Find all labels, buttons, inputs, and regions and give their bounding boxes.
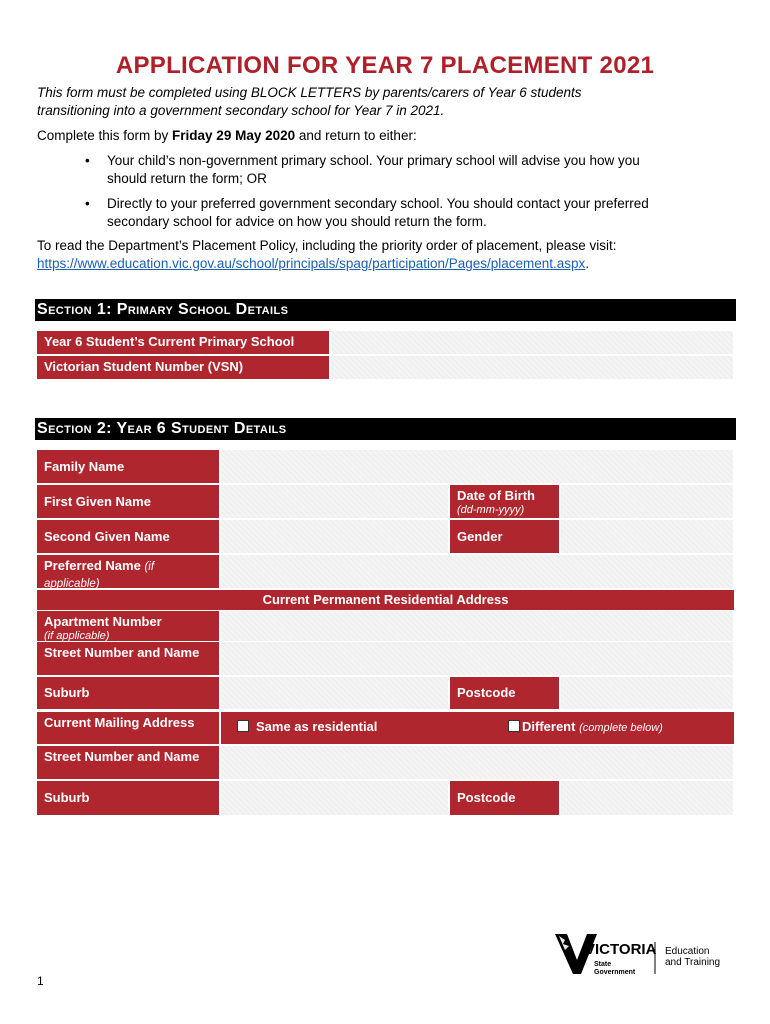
suburb-label: Suburb (37, 677, 219, 709)
preferred-name-field[interactable] (220, 554, 734, 589)
mailing-postcode-field[interactable] (560, 780, 734, 816)
vsn-label: Victorian Student Number (VSN) (37, 356, 329, 379)
deadline-suffix: and return to either: (295, 128, 417, 143)
preferred-name-hint: (if applicable) (44, 561, 155, 590)
apartment-number-field[interactable] (220, 610, 734, 642)
first-given-name-field[interactable] (220, 484, 449, 519)
apartment-number-label (37, 611, 219, 641)
bullet-dot-2: • (85, 196, 90, 211)
postcode-field[interactable] (560, 676, 734, 710)
section-1-heading: Section 1: Primary School Details (35, 299, 736, 321)
victoria-government-logo (553, 930, 733, 978)
different-address-label (522, 719, 663, 734)
street-field[interactable] (220, 641, 734, 676)
page-title: APPLICATION FOR YEAR 7 PLACEMENT 2021 (115, 52, 655, 79)
policy-text (37, 237, 737, 273)
logo-victoria-text: VICTORIA (585, 941, 657, 958)
different-text: Different (522, 719, 576, 734)
apartment-number-text: Apartment Number (44, 614, 162, 629)
primary-school-label: Year 6 Student’s Current Primary School (37, 331, 329, 354)
gender-label: Gender (450, 520, 559, 553)
mailing-street-field[interactable] (220, 745, 734, 780)
mailing-street-label: Street Number and Name (37, 746, 219, 779)
bullet-1-line-1: Your child’s non-government primary school. Your primary school will advise you how you (107, 153, 640, 168)
dob-label (450, 485, 559, 518)
logo-education-text: Education (665, 946, 710, 957)
preferred-name-label (37, 555, 219, 588)
postcode-label: Postcode (450, 677, 559, 709)
primary-school-field[interactable] (330, 330, 734, 355)
bullet-item-1 (107, 152, 747, 188)
mailing-postcode-label: Postcode (450, 781, 559, 815)
family-name-label: Family Name (37, 450, 219, 483)
policy-end: . (585, 256, 590, 271)
bullet-2-line-2: secondary school for advice on how you should return the form. (107, 214, 487, 229)
policy-link[interactable]: https://www.education.vic.gov.au/school/principals/spag/participation/Pages/placement.aspx (37, 256, 586, 271)
gender-field[interactable] (560, 519, 734, 554)
bullet-dot-1: • (85, 153, 90, 168)
section-2-heading: Section 2: Year 6 Student Details (35, 418, 736, 440)
mailing-address-label: Current Mailing Address (37, 712, 219, 744)
preferred-name-text: Preferred Name (44, 558, 141, 573)
first-given-name-label: First Given Name (37, 485, 219, 518)
deadline-date: Friday 29 May 2020 (172, 128, 296, 143)
residential-address-bar: Current Permanent Residential Address (37, 590, 734, 610)
bullet-item-2 (107, 195, 747, 231)
dob-label-text: Date of Birth (457, 488, 535, 503)
deadline-prefix: Complete this form by (37, 128, 173, 143)
mailing-options-row (221, 712, 734, 744)
same-as-residential-checkbox[interactable] (237, 720, 249, 732)
suburb-field[interactable] (220, 676, 449, 710)
logo-training-text: and Training (665, 957, 721, 968)
mailing-suburb-label: Suburb (37, 781, 219, 815)
family-name-field[interactable] (220, 449, 734, 484)
different-address-checkbox[interactable] (508, 720, 520, 732)
intro-text (37, 84, 737, 120)
intro-line-2: transitioning into a government secondary school for Year 7 in 2021. (37, 103, 445, 118)
logo-government-text: Government (594, 969, 636, 976)
bullet-1-line-2: should return the form; OR (107, 171, 267, 186)
bullet-2-line-1: Directly to your preferred government secondary school. You should contact your preferred (107, 196, 649, 211)
second-given-name-label: Second Given Name (37, 520, 219, 553)
deadline-text (37, 127, 737, 145)
dob-hint: (dd-mm-yyyy) (457, 504, 525, 516)
logo-state-text: State (594, 961, 612, 968)
apartment-number-hint: (if applicable) (44, 630, 110, 642)
street-label: Street Number and Name (37, 642, 219, 675)
vsn-field[interactable] (330, 355, 734, 380)
intro-line-1: This form must be completed using BLOCK LETTERS by parents/carers of Year 6 students (37, 85, 582, 100)
dob-field[interactable] (560, 484, 734, 519)
policy-line: To read the Department’s Placement Policy, including the priority order of placement, please visit: (37, 238, 617, 253)
second-given-name-field[interactable] (220, 519, 449, 554)
mailing-suburb-field[interactable] (220, 780, 449, 816)
page-number: 1 (37, 974, 44, 988)
same-as-residential-label: Same as residential (256, 719, 378, 734)
different-hint: (complete below) (579, 722, 663, 734)
